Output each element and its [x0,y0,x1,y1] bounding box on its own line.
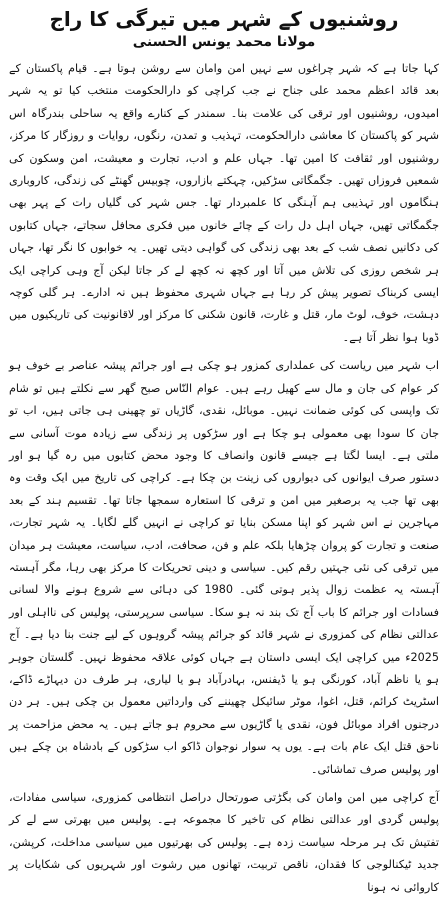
article-paragraph: کہا جاتا ہے کہ شہر چراغوں سے نہیں امن وامان سے روشن ہوتا ہے۔ قیام پاکستان کے بعد قائد اعظم محمد علی جناح نے جب کراچی کو دارالحکومت منتخب کیا تو یہ شہر امیدوں، روشنیوں اور ترقی کی علامت بنا۔ سمندر کے کنارے واقع یہ ساحلی بندرگاہ اس شہر کو پاکستان کا معاشی دارالحکومت، تہذیب و تمدن، رنگوں، روایات و روزگار کا مرکز، روشنیوں اور ثقافت کا امین تھا۔ جہاں علم و ادب، تجارت و معیشت، امن وسکون کی شمعیں فروزاں تھیں۔ جگمگاتی سڑکیں، چہکتے بازاروں، چوبیس گھنٹے کی زندگی، کاروباری ہنگاموں اور تہذیبی ہم آہنگی کا علمبردار تھا۔ جس شہر کی گلیاں رات کے پہر بھی جگمگاتی تھیں، جہاں اہل دل رات کے چائے خانوں میں فکری محافل سجاتے، جہاں کتابوں کی دکانیں نصف شب کے بعد بھی زندگی کی گواہی دیتی تھیں۔ یہ خوابوں کا نگر تھا، جہاں ہر شخص روزی کی تلاش میں آتا اور کچھ نہ کچھ لے کر جاتا لیکن آج وہی کراچی ایک ایسی کربناک تصویر پیش کر رہا ہے جہاں شہری محفوظ ہیں نہ ادارے۔ ہر گلی کوچہ دہشت، خوف، لوٹ مار، قتل و غارت، قانون شکنی کا مرکز اور لاقانونیت کی تاریکیوں میں ڈوبا ہوا نظر آتا ہے۔ [9,62,439,344]
article-paragraph: آج کراچی میں امن وامان کی بگڑتی صورتحال دراصل انتظامی کمزوری، سیاسی مفادات، پولیس گردی اور عدالتی نظام کی تاخیر کا مجموعہ ہے۔ پولیس میں بھرتی سے لے کر تفتیش تک ہر مرحلہ سیاست زدہ ہے۔ پولیس کی بھرتیوں میں سیاسی مداخلت، کرپشن، جدید ٹیکنالوجی کا فقدان، ناقص تربیت، تھانوں میں رشوت اور شہریوں کی شکایات پر کاروائی نہ ہونا [9,791,439,894]
article-body [9,58,439,899]
article-author: مولانا محمد یونس الحسنی [132,34,316,50]
article-title: روشنیوں کے شہر میں تیرگی کا راج [49,7,399,31]
article-paragraph: اب شہر میں ریاست کی عملداری کمزور ہو چکی ہے اور جرائم پیشہ عناصر بے خوف ہو کر عوام کی جان و مال سے کھیل رہے ہیں۔ عوام النّاس صبح گھر سے نکلتے ہیں تو شام تک واپسی کی کوئی ضمانت نہیں۔ موبائل، نقدی، گاڑیاں تو چھینی ہی جاتی ہیں، اب تو جان کا سودا بھی معمولی ہو چکا ہے اور سڑکوں پر زندگی سے زیادہ موت آسانی سے ملتی ہے۔ ایسا لگتا ہے جیسے قانون وانصاف کا وجود محض کتابوں میں رہ گیا ہو اور دستور صرف ایوانوں کی دیواروں کی زینت بن چکا ہے۔ کراچی کی تاریخ میں ایک وقت وہ بھی تھا جب یہ برصغیر میں امن و ترقی کا استعارہ سمجھا جاتا تھا۔ تقسیم ہند کے بعد مہاجرین نے اس شہر کو اپنا مسکن بنایا تو کراچی نے انہیں گلے لگایا۔ یہ شہر تجارت، صنعت و تجارت کو پروان چڑھایا بلکہ علم و فن، صحافت، ادب، سیاست، معیشت ہر میدان میں ترقی کی نئی جہتیں رقم کیں۔ سیاسی و دینی تحریکات کا مرکز بھی رہا، مگر آہستہ آہستہ یہ عظمت زوال پذیر ہوتی گئی۔ 1980 کی دہائی سے شروع ہونے والا لسانی فسادات اور جرائم کا باب آج تک بند نہ ہو سکا۔ سیاسی سرپرستی، پولیس کی نااہلی اور عدالتی نظام کی کمزوری نے شہر قائد کو جرائم پیشہ گروہوں کے لیے جنت بنا دیا ہے۔ آج 2025ء میں کراچی ایک ایسی داستان ہے جہاں کوئی علاقہ محفوظ نہیں۔ گلستان جوہر ہو یا ناظم آباد، کورنگی ہو یا ڈیفنس، بہادرآباد ہو یا لیاری، ہر طرف دن دیہاڑے ڈاکے، اسٹریٹ کرائم، قتل، اغوا، موٹر سائیکل چھیننے کی وارداتیں معمول بن چکی ہیں۔ ہر دن درجنوں افراد موبائل فون، نقدی یا گاڑیوں سے محروم ہو جاتے ہیں۔ یہ محض مزاحمت پر ناحق قتل ایک عام بات ہے۔ یوں یہ سوار نوجوان ڈاکو اب سڑکوں کے بادشاہ بن چکے ہیں اور پولیس صرف تماشائی۔ [9,359,439,776]
